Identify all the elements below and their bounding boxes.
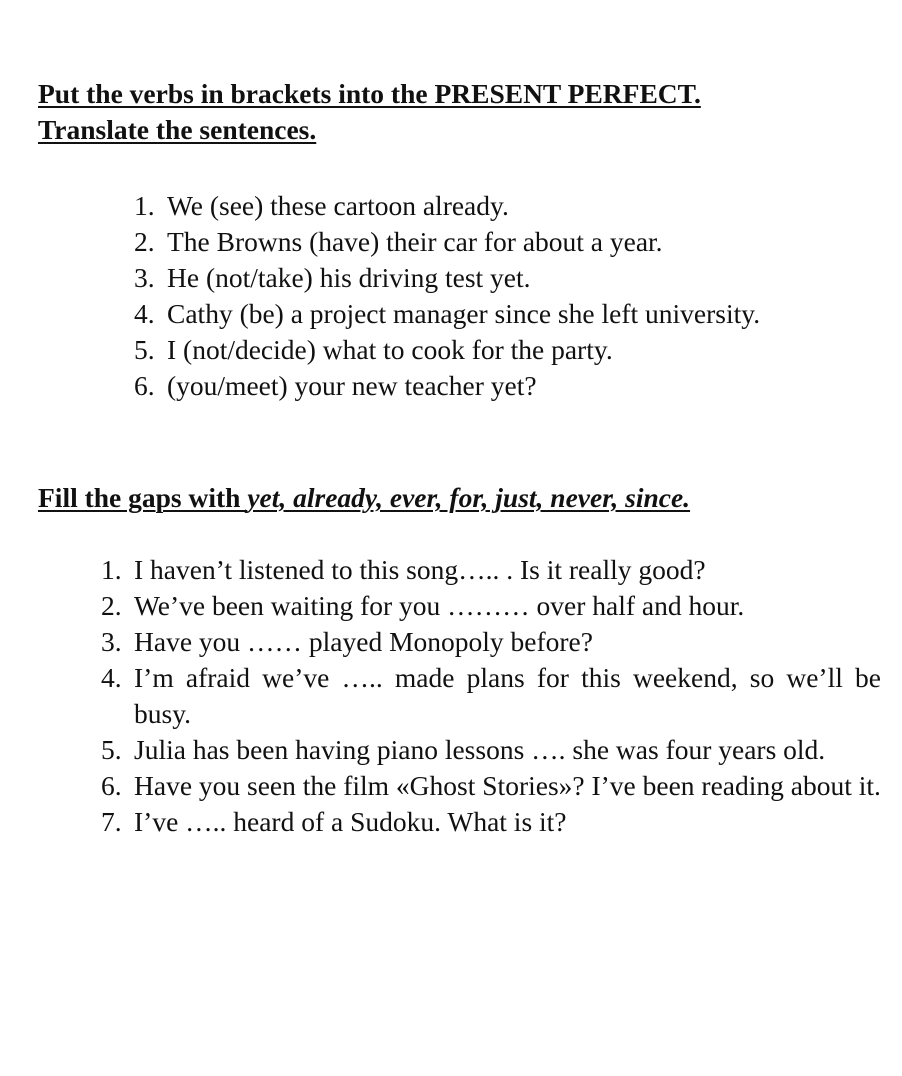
- list-item: [134, 224, 881, 260]
- item-number: 6.: [101, 770, 122, 801]
- item-number: 1.: [101, 554, 122, 585]
- exercise1-title-line2: Translate the sentences.: [38, 114, 317, 145]
- item-number: 4.: [101, 662, 122, 693]
- list-item: [134, 368, 881, 404]
- worksheet: [38, 76, 881, 840]
- item-text: I’m afraid we’ve ….. made plans for this weekend, so we’ll be busy.: [134, 662, 881, 729]
- item-text: (you/meet) your new teacher yet?: [167, 370, 537, 401]
- list-item: [134, 188, 881, 224]
- item-text: I (not/decide) what to cook for the party.: [167, 334, 613, 365]
- item-text: Have you …… played Monopoly before?: [134, 626, 593, 657]
- exercise2-title: [38, 482, 690, 513]
- list-item: [101, 804, 881, 840]
- exercise1-title-line1: Put the verbs in brackets into the PRESENT PERFECT.: [38, 78, 701, 109]
- item-number: 3.: [134, 262, 155, 293]
- list-item: [134, 296, 881, 332]
- list-item: [101, 552, 881, 588]
- item-number: 7.: [101, 806, 122, 837]
- item-text: Have you seen the film «Ghost Stories»? I’ve been reading about it.: [134, 770, 881, 801]
- item-number: 4.: [134, 298, 155, 329]
- item-number: 2.: [101, 590, 122, 621]
- list-item: [101, 768, 881, 804]
- exercise2-title-prefix: Fill the gaps with: [38, 482, 248, 513]
- exercise1-list: [134, 188, 881, 404]
- item-text: We’ve been waiting for you ……… over half and hour.: [134, 590, 745, 621]
- list-item: [101, 660, 881, 732]
- list-item: [134, 260, 881, 296]
- item-text: We (see) these cartoon already.: [167, 190, 509, 221]
- list-item: [101, 624, 881, 660]
- list-item: [101, 588, 881, 624]
- item-number: 5.: [134, 334, 155, 365]
- item-text: Julia has been having piano lessons …. she was four years old.: [134, 734, 826, 765]
- item-text: I haven’t listened to this song….. . Is it really good?: [134, 554, 706, 585]
- list-item: [134, 332, 881, 368]
- item-text: The Browns (have) their car for about a year.: [167, 226, 663, 257]
- list-item: [101, 732, 881, 768]
- exercise1-heading: [38, 76, 881, 148]
- item-number: 3.: [101, 626, 122, 657]
- item-text: He (not/take) his driving test yet.: [167, 262, 531, 293]
- item-number: 2.: [134, 226, 155, 257]
- exercise2-title-words: yet, already, ever, for, just, never, since.: [247, 482, 691, 513]
- item-text: I’ve ….. heard of a Sudoku. What is it?: [134, 806, 567, 837]
- item-number: 1.: [134, 190, 155, 221]
- item-number: 5.: [101, 734, 122, 765]
- exercise2-list: [101, 552, 881, 840]
- item-text: Cathy (be) a project manager since she left university.: [167, 298, 761, 329]
- exercise2-heading: [38, 480, 881, 516]
- item-number: 6.: [134, 370, 155, 401]
